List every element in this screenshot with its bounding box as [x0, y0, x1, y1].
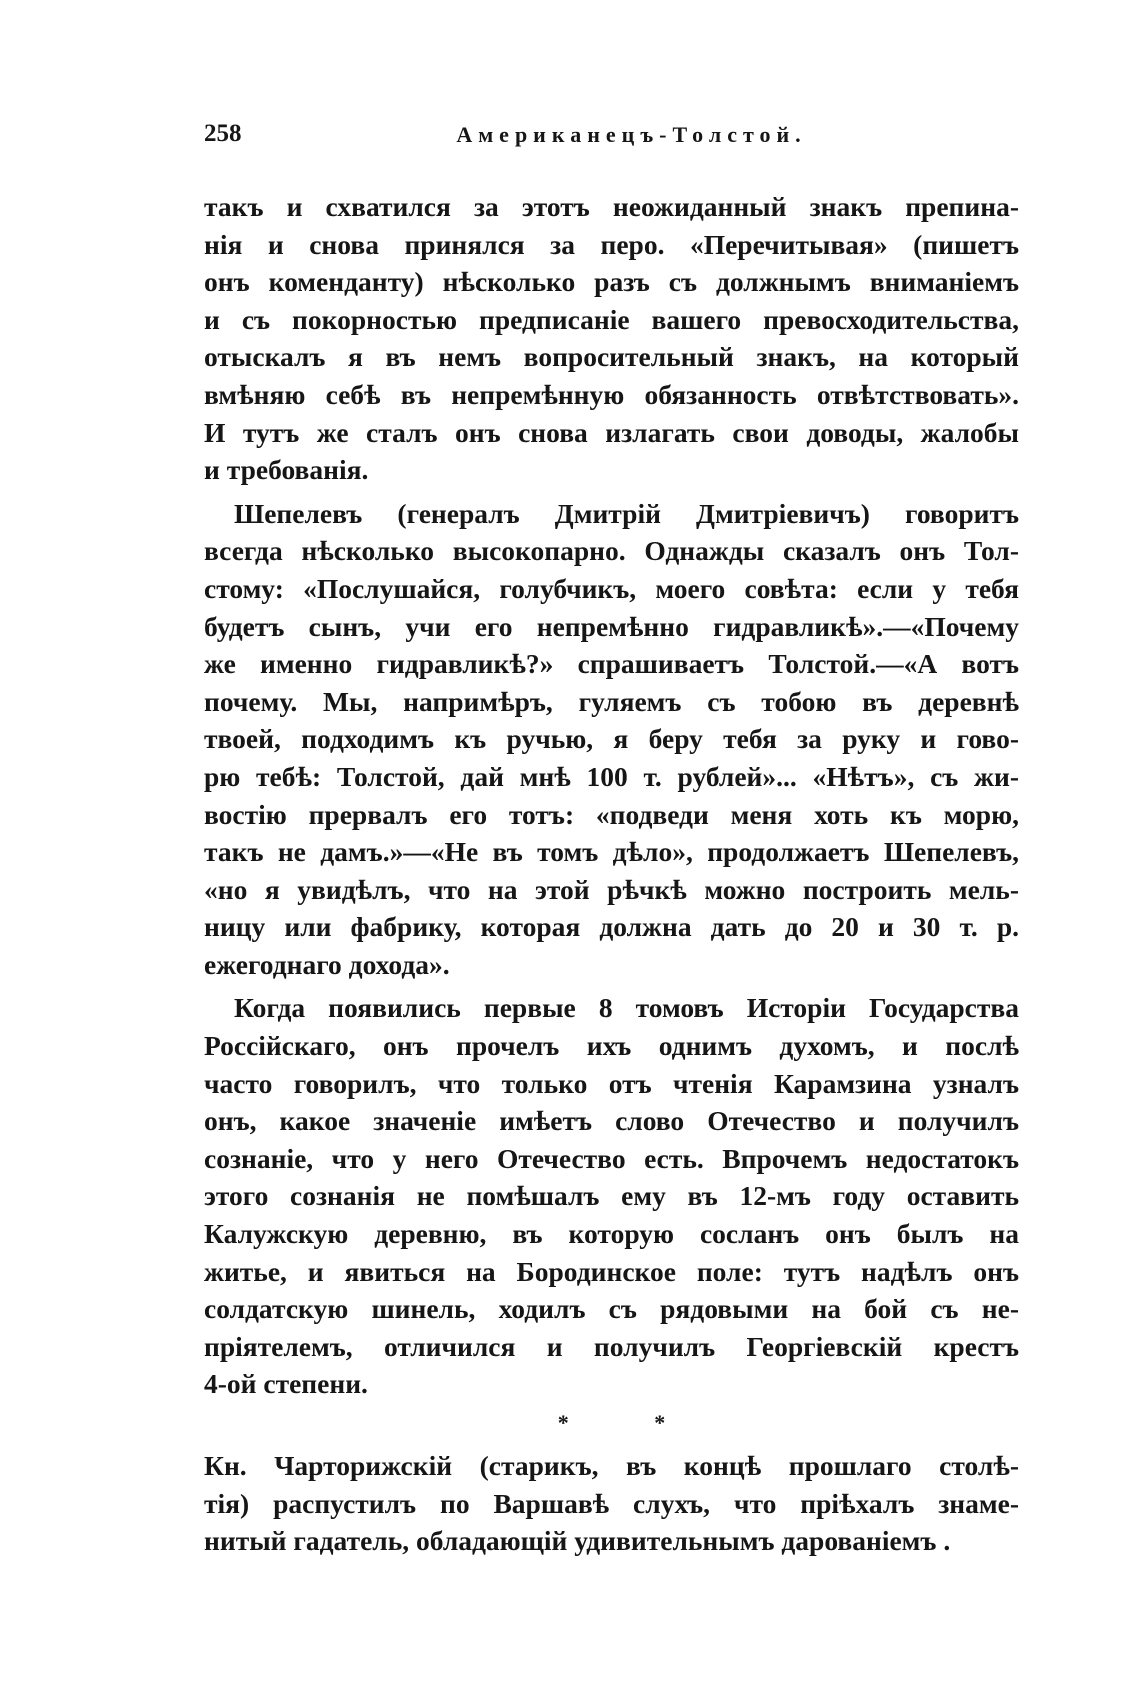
text-line: всегда нѣсколько высокопарно. Однажды сказалъ онъ Тол-: [204, 535, 1019, 567]
paragraph-1: [204, 188, 1019, 489]
text-line: нитый гадатель, обладающій удивительнымъ дарованіемъ .: [204, 1525, 951, 1557]
text-line: почему. Мы, напримѣръ, гуляемъ съ тобою въ деревнѣ: [204, 685, 1019, 717]
page-body: [204, 188, 1019, 1560]
text-line: житье, и явиться на Бородинское поле: тутъ надѣлъ онъ: [204, 1255, 1019, 1287]
text-line: такъ и схватился за этотъ неожиданный знакъ препина-: [204, 191, 1019, 222]
paragraph-2: [204, 495, 1019, 984]
text-line: вмѣняю себѣ въ непремѣнную обязанность отвѣтствовать».: [204, 378, 1019, 410]
text-line: этого сознанія не помѣшалъ ему въ 12-мъ году оставить: [204, 1180, 1019, 1212]
text-line: ницу или фабрику, которая должна дать до 20 и 30 т. р.: [204, 911, 1019, 943]
text-line: нія и снова принялся за перо. «Перечитывая» (пишетъ: [204, 228, 1019, 260]
text-line: Кн. Чарторижскій (старикъ, въ концѣ прошлаго столѣ-: [204, 1450, 1019, 1481]
page-number: 258: [204, 120, 242, 147]
text-line: И тутъ же сталъ онъ снова излагать свои доводы, жалобы: [204, 416, 1019, 448]
section-separator: * *: [557, 1410, 706, 1435]
text-line: Шепелевъ (генералъ Дмитрій Дмитріевичъ) говоритъ: [234, 497, 1019, 529]
text-line: Калужскую деревню, въ которую сосланъ онъ былъ на: [204, 1218, 1019, 1250]
text-line: будетъ сынъ, учи его непремѣнно гидравликѣ».—«Почему: [204, 610, 1019, 642]
text-line: «но я увидѣлъ, что на этой рѣчкѣ можно построить мель-: [204, 873, 1019, 905]
text-line: Когда появились первые 8 томовъ Исторіи Государства: [234, 992, 1019, 1024]
text-line: онъ коменданту) нѣсколько разъ съ должнымъ вниманіемъ: [204, 266, 1019, 298]
text-line: же именно гидравликѣ?» спрашиваетъ Толстой.—«А вотъ: [204, 648, 1019, 680]
text-line: тія) распустилъ по Варшавѣ слухъ, что пріѣхалъ знаме-: [204, 1487, 1019, 1519]
text-line: ежегоднаго дохода».: [204, 948, 450, 980]
text-line: востію прервалъ его тотъ: «подведи меня хоть къ морю,: [204, 798, 1019, 830]
text-line: такъ не дамъ.»—«Не въ томъ дѣло», продолжаетъ Шепелевъ,: [204, 836, 1019, 868]
text-line: 4-ой степени.: [204, 1368, 368, 1400]
paragraph-4: [204, 1447, 1019, 1560]
text-line: Россійскаго, онъ прочелъ ихъ однимъ духомъ, и послѣ: [204, 1030, 1019, 1062]
text-line: и съ покорностью предписаніе вашего превосходительства,: [204, 303, 1019, 335]
text-line: онъ, какое значеніе имѣетъ слово Отечество и получилъ: [204, 1105, 1019, 1137]
running-title: Американецъ-Толстой.: [456, 122, 807, 147]
text-line: солдатскую шинель, ходилъ съ рядовыми на бой съ не-: [204, 1293, 1019, 1325]
text-line: часто говорилъ, что только отъ чтенія Карамзина узналъ: [204, 1067, 1019, 1099]
text-line: отыскалъ я въ немъ вопросительный знакъ, на который: [204, 341, 1019, 373]
text-line: твоей, подходимъ къ ручью, я беру тебя за руку и гово-: [204, 723, 1019, 755]
text-line: пріятелемъ, отличился и получилъ Георгіевскій крестъ: [204, 1330, 1019, 1362]
text-line: рю тебѣ: Толстой, дай мнѣ 100 т. рублей»... «Нѣтъ», съ жи-: [204, 760, 1019, 792]
text-line: сознаніе, что у него Отечество есть. Впрочемъ недостатокъ: [204, 1142, 1019, 1174]
page-header: [204, 120, 1019, 160]
text-line: стому: «Послушайся, голубчикъ, моего совѣта: если у тебя: [204, 572, 1019, 604]
paragraph-3: [204, 989, 1019, 1403]
text-line: и требованія.: [204, 454, 369, 486]
